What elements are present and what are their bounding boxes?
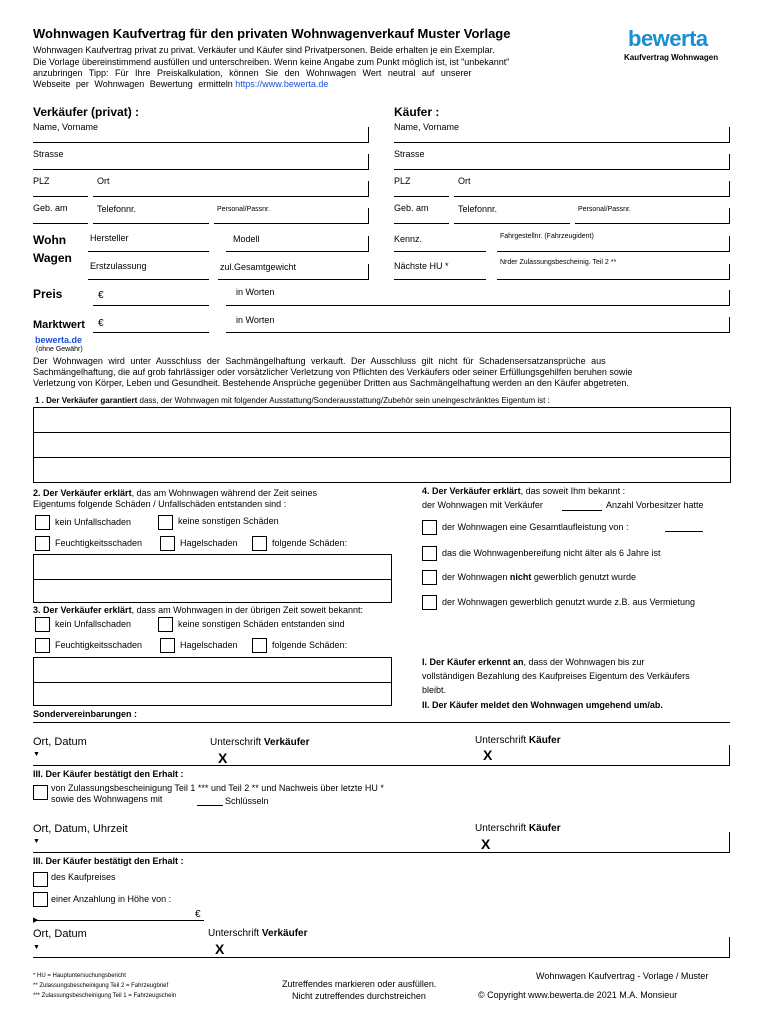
disclaimer-line: Sachmängelhaftung, die auf grob fahrlässiger oder vorsätzlicher Verletzung von Pflichten des Verkäufers oder seiner Erfüllungsgehilfen beruhen sowie — [33, 367, 633, 377]
maker-label: Hersteller — [90, 233, 129, 243]
field-end-mark — [729, 937, 730, 957]
s4-not-commercial-checkbox[interactable] — [422, 570, 437, 585]
section3-heading — [33, 605, 363, 615]
deposit-label: einer Anzahlung in Höhe von : — [51, 894, 172, 904]
buyer-heading: Käufer : — [394, 105, 440, 119]
field-end-mark — [368, 154, 369, 169]
buyer-id-field[interactable] — [575, 223, 730, 224]
buyer-sign-x: X — [483, 747, 493, 763]
seller-signature-label — [210, 737, 310, 748]
buyer-name-field[interactable] — [394, 142, 730, 143]
seller-phone-field[interactable] — [93, 223, 209, 224]
s4-tyres-checkbox[interactable] — [422, 546, 437, 561]
seller-city-label: Ort — [97, 176, 110, 186]
market-value-label: Marktwert — [33, 319, 85, 331]
s3-moisture-checkbox[interactable] — [35, 638, 50, 653]
price-label: Preis — [33, 287, 63, 301]
field-end-mark — [729, 127, 730, 142]
buyer-birth-label: Geb. am — [394, 203, 429, 213]
section2-line2: Eigentums folgende Schäden / Unfallschäden entstanden sind : — [33, 499, 287, 509]
sig-text-bold: Verkäufer — [263, 737, 310, 748]
maker-field[interactable] — [88, 251, 209, 252]
s3-no-other-label: keine sonstigen Schäden entstanden sind — [178, 619, 345, 629]
first-reg-label: Erstzulassung — [90, 261, 147, 271]
s2-moisture-checkbox[interactable] — [35, 536, 50, 551]
price-field[interactable] — [93, 305, 209, 306]
section1-heading — [35, 396, 550, 405]
mileage-field[interactable] — [665, 531, 703, 532]
receipt2-heading: III. Der Käufer bestätigt den Erhalt : — [33, 856, 184, 866]
buyer-ack-line: bleibt. — [422, 685, 447, 695]
field-end-mark — [368, 264, 369, 279]
footnote: *** Zulassungsbescheinigung Teil 1 = Fahrzeugschein — [33, 993, 177, 999]
intro-text: Die Vorlage übereinstimmend ausfüllen und unterschreiben. Wenn keine Angabe zum Punkt möglich ist, ist "unbekannt" — [33, 57, 510, 67]
signature-line-2[interactable] — [33, 852, 730, 853]
weight-label: zul.Gesamtgewicht — [220, 262, 297, 272]
seller-street-label: Strasse — [33, 149, 64, 159]
footer-instruction: Nicht zutreffendes durchstreichen — [292, 991, 426, 1001]
vin-field[interactable] — [497, 251, 730, 252]
sig-text-bold: Käufer — [528, 823, 561, 834]
footnote: * HU = Hauptuntersuchungsbericht — [33, 973, 126, 979]
receipt1-keys-label: Schlüsseln — [225, 796, 269, 806]
section3-text: , dass am Wohnwagen in der übrigen Zeit soweit bekannt: — [131, 605, 364, 615]
arrow-marker: ▼ — [33, 944, 40, 951]
receipt1-checkbox[interactable] — [33, 785, 48, 800]
intro-text-end: Webseite per Wohnwagen Bewertung ermitteln — [33, 79, 233, 89]
field-end-mark — [729, 154, 730, 169]
seller-birth-field[interactable] — [33, 223, 88, 224]
special-agreements-field[interactable] — [33, 722, 730, 723]
previous-owners-suffix: Anzahl Vorbesitzer hatte — [606, 500, 704, 510]
seller-phone-label: Telefonnr. — [97, 204, 137, 214]
sig-text: Unterschrift — [208, 928, 262, 939]
first-reg-field[interactable] — [88, 279, 209, 280]
section4-bold: 4. Der Verkäufer erklärt — [422, 486, 521, 496]
section2-heading — [33, 488, 317, 498]
seller-heading: Verkäufer (privat) : — [33, 105, 140, 119]
buyer-sign-x: X — [481, 836, 491, 852]
s3-no-accident-label: kein Unfallschaden — [55, 619, 132, 629]
receipt1-line1: von Zulassungsbescheinigung Teil 1 *** und Teil 2 ** und Nachweis über letzte HU * — [51, 783, 384, 793]
section3-bold: 3. Der Verkäufer erklärt — [33, 605, 132, 615]
footer-instruction: Zutreffendes markieren oder ausfüllen. — [282, 979, 437, 989]
disclaimer-line: Der Wohnwagen wird unter Ausschluss der Sachmängelhaftung verkauft. Der Ausschluss gilt nicht für Schadensersatzansprüche aus — [33, 356, 606, 366]
footnote: ** Zulassungsbescheinigung Teil 2 = Fahrzeugbrief — [33, 983, 169, 989]
model-label: Modell — [233, 234, 260, 244]
field-end-mark — [368, 127, 369, 142]
field-end-mark — [368, 181, 369, 196]
s2-damage-box[interactable] — [33, 554, 392, 603]
s2-hail-label: Hagelschaden — [180, 538, 238, 548]
field-end-mark — [729, 236, 730, 251]
place-date-label: Ort, Datum — [33, 928, 87, 940]
s2-no-accident-checkbox[interactable] — [35, 515, 50, 530]
buyer-street-field[interactable] — [394, 169, 730, 170]
bewerta-logo: bewerta — [628, 26, 708, 51]
market-words-label: in Worten — [236, 315, 275, 325]
place-date-label: Ort, Datum — [33, 736, 87, 748]
vehicle-label-1: Wohn — [33, 233, 67, 247]
section2-text: , das am Wohnwagen während der Zeit seines — [131, 488, 317, 498]
purchase-price-checkbox[interactable] — [33, 872, 48, 887]
price-words-label: in Worten — [236, 287, 275, 297]
box-divider — [34, 432, 730, 433]
s4-text: gewerblich genutzt wurde — [531, 572, 636, 582]
s2-no-other-checkbox[interactable] — [158, 515, 173, 530]
s3-damage-box[interactable] — [33, 657, 392, 706]
section4-heading — [422, 486, 625, 496]
sig-text: Unterschrift — [475, 823, 529, 834]
field-end-mark — [729, 264, 730, 279]
bewerta-market-link[interactable]: bewerta.de — [35, 335, 83, 345]
seller-id-field[interactable] — [214, 223, 369, 224]
deposit-checkbox[interactable] — [33, 892, 48, 907]
price-currency: € — [98, 290, 104, 301]
section1-text: dass, der Wohnwagen mit folgender Ausstattung/Sonderausstattung/Zubehör sein uneingeschränktes Eigentum ist : — [137, 396, 550, 405]
field-end-mark — [729, 290, 730, 305]
buyer-ack-ii: II. Der Käufer meldet den Wohnwagen umgehend um/ab. — [422, 700, 663, 710]
s4-tyres-label: das die Wohnwagenbereifung nicht älter als 6 Jahre ist — [442, 548, 661, 558]
s3-following-checkbox[interactable] — [252, 638, 267, 653]
plate-label: Kennz. — [394, 234, 423, 244]
buyer-zip-field[interactable] — [394, 196, 449, 197]
buyer-ack-text: , dass der Wohnwagen bis zur — [523, 657, 645, 667]
seller-zip-label: PLZ — [33, 176, 50, 186]
special-agreements-label: Sondervereinbarungen : — [33, 709, 138, 719]
intro-text: Wohnwagen Kaufvertrag privat zu privat. Verkäufer und Käufer sind Privatpersonen. Beide erhalten je ein Exemplar. — [33, 45, 495, 55]
sig-text-bold: Käufer — [528, 735, 561, 746]
field-end-mark — [729, 317, 730, 332]
next-hu-field[interactable] — [394, 279, 486, 280]
footer-copyright: © Copyright www.bewerta.de 2021 M.A. Monsieur — [478, 990, 678, 1000]
previous-owners-field[interactable] — [562, 510, 602, 511]
s3-no-other-checkbox[interactable] — [158, 617, 173, 632]
vehicle-label-2: Wagen — [33, 251, 72, 265]
buyer-signature-label — [475, 735, 561, 746]
s3-hail-checkbox[interactable] — [160, 638, 175, 653]
seller-id-label: Personal/Passnr. — [217, 206, 270, 213]
next-hu-label: Nächste HU * — [394, 261, 449, 271]
field-end-mark — [729, 832, 730, 852]
box-divider — [34, 457, 730, 458]
s4-commercial-checkbox[interactable] — [422, 595, 437, 610]
plate-field[interactable] — [394, 251, 486, 252]
seller-zip-field[interactable] — [33, 196, 88, 197]
purchase-price-label: des Kaufpreises — [51, 872, 116, 882]
deposit-currency: € — [195, 909, 201, 920]
seller-name-field[interactable] — [33, 142, 369, 143]
s2-no-other-label: keine sonstigen Schäden — [178, 516, 279, 526]
buyer-city-field[interactable] — [454, 196, 730, 197]
seller-birth-label: Geb. am — [33, 203, 68, 213]
market-words-field[interactable] — [226, 332, 730, 333]
s4-mileage-checkbox[interactable] — [422, 520, 437, 535]
seller-name-label: Name, Vorname — [33, 122, 99, 132]
buyer-ack-i — [422, 657, 644, 667]
section1-bold: Der Verkäufer garantiert — [46, 396, 138, 405]
receipt1-heading: III. Der Käufer bestätigt den Erhalt : — [33, 769, 184, 779]
s2-following-checkbox[interactable] — [252, 536, 267, 551]
intro-text — [33, 79, 328, 89]
s4-text: der Wohnwagen — [442, 572, 510, 582]
intro-text: anzubringen Tipp: Für Ihre Preiskalkulation, können Sie den Wohnwagen Wert neutral auf unserer — [33, 68, 472, 78]
s2-no-accident-label: kein Unfallschaden — [55, 517, 132, 527]
sig-text-bold: Verkäufer — [261, 928, 308, 939]
buyer-phone-field[interactable] — [454, 223, 570, 224]
buyer-zip-label: PLZ — [394, 176, 411, 186]
s4-commercial-label: der Wohnwagen gewerblich genutzt wurde z.B. aus Vermietung — [442, 597, 695, 607]
receipt1-line2: sowie des Wohnwagens mit — [51, 794, 163, 804]
vin-label: Fahrgestellnr. (Fahrzeugident) — [500, 233, 594, 240]
seller-sign-x: X — [215, 941, 225, 957]
field-end-mark — [729, 208, 730, 223]
field-end-mark — [729, 181, 730, 196]
arrow-marker: ▼ — [33, 838, 40, 845]
buyer-city-label: Ort — [458, 176, 471, 186]
market-currency: € — [98, 318, 104, 329]
section2-bold: 2. Der Verkäufer erklärt — [33, 488, 132, 498]
seller-city-field[interactable] — [93, 196, 369, 197]
section4-text: , das soweit Ihm bekannt : — [520, 486, 626, 496]
reg-nr-label: Nrder Zulassungsbescheinig. Teil 2 ** — [500, 259, 617, 266]
model-field[interactable] — [226, 251, 369, 252]
field-end-mark — [368, 236, 369, 251]
previous-owners-label: der Wohnwagen mit Verkäufer — [422, 500, 543, 510]
bewerta-link[interactable]: https://www.bewerta.de — [235, 79, 329, 89]
deposit-field[interactable] — [36, 920, 204, 921]
signature-line-1[interactable] — [33, 765, 730, 766]
keys-count-field[interactable] — [197, 805, 223, 806]
s3-moisture-label: Feuchtigkeitsschaden — [55, 640, 143, 650]
s4-not-commercial-label — [442, 572, 636, 582]
price-words-field[interactable] — [226, 305, 730, 306]
market-value-field[interactable] — [93, 332, 209, 333]
buyer-name-label: Name, Vorname — [394, 122, 460, 132]
sig-text: Unterschrift — [210, 737, 264, 748]
buyer-street-label: Strasse — [394, 149, 425, 159]
equipment-box[interactable] — [33, 407, 731, 483]
arrow-marker: ▼ — [33, 751, 40, 758]
s3-hail-label: Hagelschaden — [180, 640, 238, 650]
s2-moisture-label: Feuchtigkeitsschaden — [55, 538, 143, 548]
no-warranty-note: (ohne Gewähr) — [36, 346, 83, 353]
section1-num: 1 . — [35, 396, 47, 405]
buyer-birth-field[interactable] — [394, 223, 449, 224]
page-title: Wohnwagen Kaufvertrag für den privaten Wohnwagenverkauf Muster Vorlage — [33, 26, 511, 41]
seller-signature-label — [208, 928, 308, 939]
seller-street-field[interactable] — [33, 169, 369, 170]
sig-text: Unterschrift — [475, 735, 529, 746]
weight-field[interactable] — [218, 279, 369, 280]
signature-line-3[interactable] — [33, 957, 730, 958]
disclaimer-line: Verletzung von Körper, Leben und Gesundheit. Bestehende Ansprüche gegenüber Dritten aus Sachmängelhaftung werden an den Käufer abgetreten. — [33, 378, 629, 388]
s3-no-accident-checkbox[interactable] — [35, 617, 50, 632]
arrow-marker: ▶ — [33, 917, 39, 924]
buyer-signature-label — [475, 823, 561, 834]
s2-hail-checkbox[interactable] — [160, 536, 175, 551]
buyer-ack-bold: I. Der Käufer erkennt an — [422, 657, 524, 667]
field-end-mark — [368, 208, 369, 223]
s2-following-label: folgende Schäden: — [272, 538, 348, 548]
place-date-time-label: Ort, Datum, Uhrzeit — [33, 823, 128, 835]
seller-sign-x: X — [218, 750, 228, 766]
buyer-phone-label: Telefonnr. — [458, 204, 498, 214]
box-divider — [34, 682, 391, 683]
s3-following-label: folgende Schäden: — [272, 640, 348, 650]
reg-nr-field[interactable] — [497, 279, 730, 280]
buyer-ack-line: vollständigen Bezahlung des Kaufpreises Eigentum des Verkäufers — [422, 671, 690, 681]
logo-subtitle: Kaufvertrag Wohnwagen — [624, 53, 719, 62]
footer-doc-title: Wohnwagen Kaufvertrag - Vorlage / Muster — [536, 971, 709, 981]
s4-mileage-label: der Wohnwagen eine Gesamtlaufleistung von : — [442, 522, 629, 532]
s4-text-bold: nicht — [509, 572, 532, 582]
box-divider — [34, 579, 391, 580]
field-end-mark — [729, 745, 730, 765]
buyer-id-label: Personal/Passnr. — [578, 206, 631, 213]
